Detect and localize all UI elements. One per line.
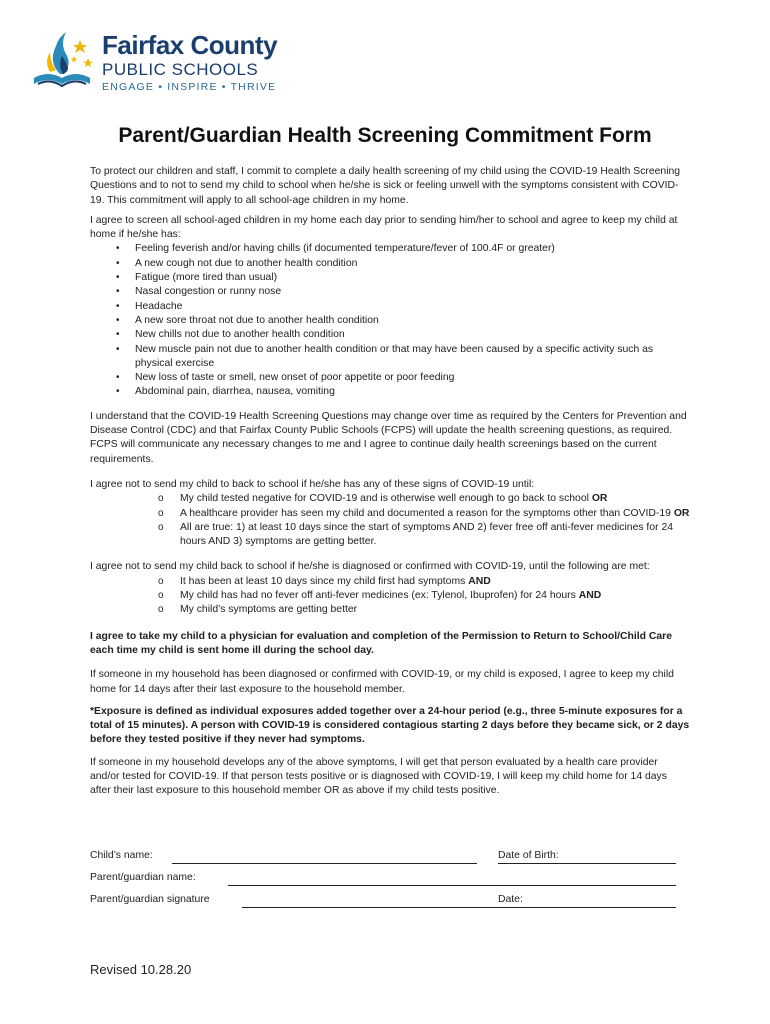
diagnosed-item	[90, 589, 690, 603]
guardian-name-label: Parent/guardian name:	[90, 872, 196, 883]
signs-item	[90, 521, 690, 550]
torch-book-logo-icon	[30, 28, 96, 92]
date-label: Date:	[498, 894, 523, 905]
symptom-item: • New muscle pain not due to another health condition or that may have been caused by a specific activity such as physical exercise	[90, 343, 690, 372]
diagnosed-item-text: My child has had no fever off anti-fever medicines (ex: Tylenol, Ibuprofen) for 24 hours	[180, 590, 579, 602]
household-exposed-paragraph: If someone in my household has been diagnosed or confirmed with COVID-19, or my child is exposed, I agree to keep my child home for 14 days after their last exposure to the household member.	[90, 669, 674, 695]
screen-intro: I agree to screen all school-aged children in my home each day prior to sending him/her to school and agree to keep my child at home if he/she has:	[90, 214, 678, 241]
signs-item	[90, 492, 690, 506]
intro-paragraph: To protect our children and staff, I commit to complete a daily health screening of my child using the COVID-19 Health Screening Questions and to not to send my child to school when he/she is sick or feeling unwell with the symptoms consistent with COVID-19. This commitment will apply to all school-age children in my home.	[90, 166, 681, 206]
dob-field[interactable]	[498, 863, 676, 864]
signs-item-text: All are true: 1) at least 10 days since the start of symptoms AND 2) fever free off anti-fever medicines for 24 hours AND 3) symptoms are getting better.	[180, 521, 674, 548]
signs-item-conj: OR	[673, 507, 690, 519]
symptom-item: • Abdominal pain, diarrhea, nausea, vomiting	[90, 385, 690, 399]
signs-item	[90, 507, 690, 521]
signs-item-conj: OR	[591, 493, 608, 505]
dob-label: Date of Birth:	[498, 850, 559, 861]
physician-paragraph: I agree to take my child to a physician for evaluation and completion of the Permission to Return to School/Child Care each time my child is sent home ill during the school day.	[90, 630, 672, 656]
diagnosed-item	[90, 575, 690, 589]
symptom-item: • Headache	[90, 300, 690, 314]
symptom-list	[90, 242, 690, 399]
diagnosed-item-text: It has been at least 10 days since my child first had symptoms	[180, 575, 469, 587]
child-name-field[interactable]	[172, 863, 477, 864]
signs-intro: I agree not to send my child to back to school if he/she has any of these signs of COVID-19 until:	[90, 478, 535, 490]
form-title: Parent/Guardian Health Screening Commitment Form	[118, 124, 652, 147]
diagnosed-intro: I agree not to send my child back to school if he/she is diagnosed or confirmed with COVID-19, until the following are met:	[90, 561, 650, 573]
symptom-item: • Nasal congestion or runny nose	[90, 285, 690, 299]
guardian-signature-field[interactable]	[242, 907, 492, 908]
child-name-label: Child’s name:	[90, 850, 153, 861]
diagnosed-item	[90, 603, 690, 617]
understand-paragraph: I understand that the COVID-19 Health Screening Questions may change over time as required by the Centers for Prevention and Disease Control (CDC) and that Fairfax County Public Schools (FCPS) will update the health screening questions, as required. FCPS will communicate any necessary changes to me and I agree to continue daily health screenings based on the current requirements.	[90, 410, 687, 465]
logo-tagline: ENGAGE • INSPIRE • THRIVE	[102, 81, 277, 93]
diagnosed-item-text: My child’s symptoms are getting better	[180, 604, 358, 616]
signs-item-text: A healthcare provider has seen my child and documented a reason for the symptoms other than COVID-19	[180, 507, 674, 519]
diagnosed-item-conj: AND	[578, 590, 602, 602]
signs-list	[90, 492, 690, 549]
signs-item-text: My child tested negative for COVID-19 and is otherwise well enough to go back to school	[180, 493, 592, 505]
household-symptoms-paragraph: If someone in my household develops any of the above symptoms, I will get that person evaluated by a health care provider and/or tested for COVID-19. If that person tests positive or is diagnosed with COVID-19, I will keep my child home for 14 days after their last exposure to this household member OR as above if my child tests positive.	[90, 756, 667, 797]
logo-name: Fairfax County	[102, 30, 278, 60]
exposure-definition: *Exposure is defined as individual exposures added together over a 24-hour period (e.g., three 5-minute exposures for a total of 15 minutes). A person with COVID-19 is considered contagious starting 2 days before they became sick, or 2 days before they tested positive if they never had symptoms.	[90, 705, 690, 746]
symptom-item: • A new cough not due to another health condition	[90, 257, 690, 271]
logo-schools: PUBLIC SCHOOLS	[102, 60, 259, 79]
symptom-item: • New chills not due to another health condition	[90, 328, 690, 342]
symptom-item: • Fatigue (more tired than usual)	[90, 271, 690, 285]
fcps-logo	[30, 28, 300, 98]
symptom-item: • A new sore throat not due to another health condition	[90, 314, 690, 328]
guardian-signature-label: Parent/guardian signature	[90, 894, 210, 905]
date-field[interactable]	[492, 907, 676, 908]
diagnosed-item-conj: AND	[468, 575, 491, 587]
revised-date: Revised 10.28.20	[90, 962, 192, 977]
guardian-signature-row	[90, 894, 680, 910]
guardian-name-field[interactable]	[228, 885, 676, 886]
symptom-item: • Feeling feverish and/or having chills (if documented temperature/fever of 100.4F or greater)	[90, 242, 690, 256]
guardian-name-row	[90, 872, 680, 888]
child-name-row	[90, 850, 680, 866]
symptom-item: • New loss of taste or smell, new onset of poor appetite or poor feeding	[90, 371, 690, 385]
diagnosed-list	[90, 575, 690, 618]
form-body	[90, 165, 690, 799]
